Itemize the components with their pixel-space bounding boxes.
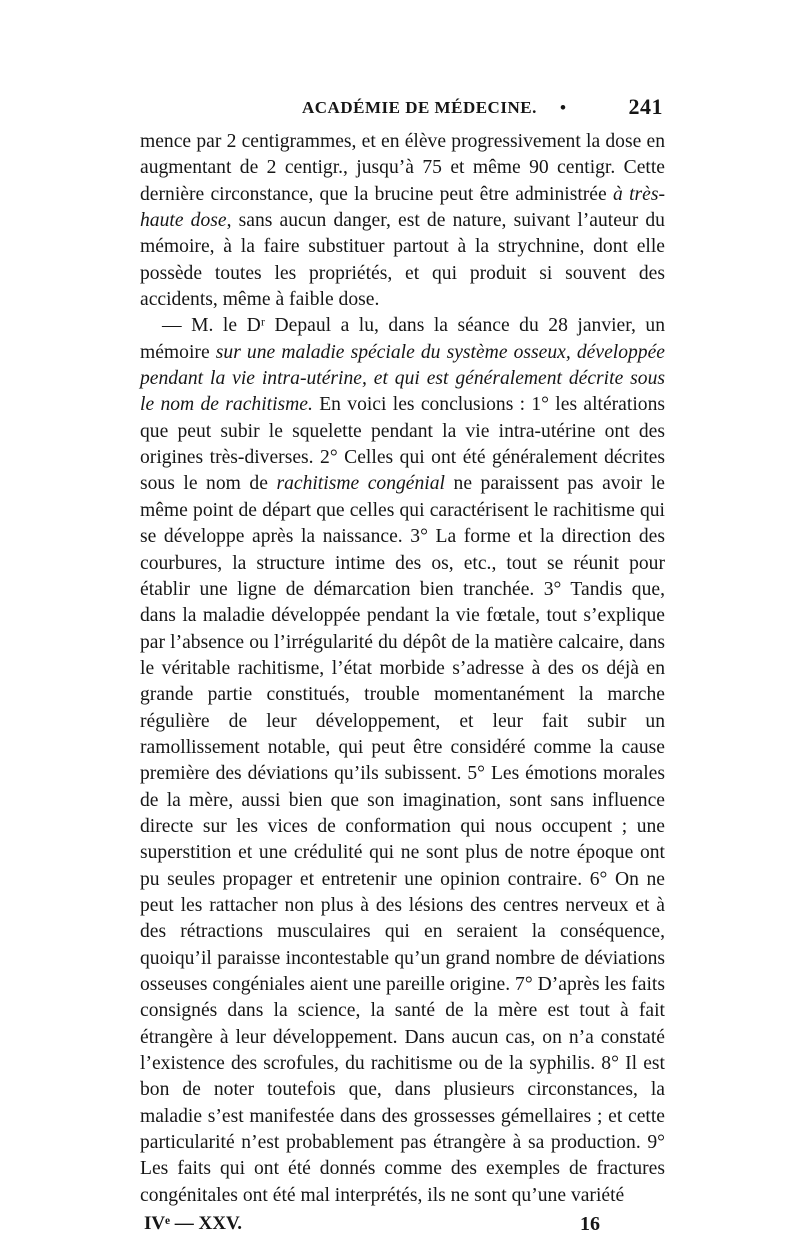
memoir-title: sur une maladie spéciale du système osseux, développée pendant la vie intra-utérine, et qui est généralement décrite sous le nom de rachitisme. bbox=[140, 341, 665, 416]
paragraph-text: , sans aucun danger, est de nature, suivant l’auteur du mémoire, à la faire substituer partout à la strychnine, dont elle possède toutes les propriétés, et qui produit si souvent des accidents, même à faible dose. bbox=[140, 210, 665, 311]
page-footer bbox=[140, 1213, 665, 1243]
paragraph-brucine bbox=[140, 129, 665, 313]
emphasis-text: à très-haute dose bbox=[140, 183, 665, 232]
header-dot: • bbox=[560, 98, 567, 117]
paragraph-text: ne paraissent pas avoir le même point de départ que celles qui caractérisent le rachitisme qui se développe après la naissance. 3° La forme et la direction des courbures, la structure intime des os, etc., tout se réunit pour établir une ligne de démarcation bien tranchée. 3° Tandis que, dans la maladie développée pendant la vie fœtale, tout s’explique par l’absence ou l’irrégularité du dépôt de la matière calcaire, dans le véritable rachitisme, l’état morbide s’adresse à des os déjà en grande partie constitués, trouble momentanément la marche régulière de leur développement, et leur fait subir un ramollissement notable, qui peut être considéré comme la cause première des déviations qu’ils subissent. 5° Les émotions morales de la mère, aussi bien que son imagination, sont sans influence directe sur les vices de conformation qui nous occupent ; une superstition et une crédulité qui ne sont plus de notre époque ont pu seules propager et entretenir une opinion contraire. 6° On ne peut les rattacher non plus à des lésions des centres nerveux et à des rétractions musculaires qui en seraient la conséquence, quoiqu’il paraisse incontestable qu’un grand nombre de déviations osseuses congéniales aient une pareille origine. 7° D’après les faits consignés dans la science, la santé de la mère est tout à fait étrangère à leur développement. Dans aucun cas, on n’a constaté l’existence des scrofules, du rachitisme ou de la syphilis. 8° Il est bon de noter toutefois que, dans plusieurs circonstances, la maladie s’est manifestée dans des grossesses gémellaires ; et cette particularité n’est probablement pas étrangère à sa production. 9° Les faits qui ont été donnés comme des exemples de fractures congénitales ont été mal interprétés, ils ne sont qu’une variété bbox=[140, 473, 666, 1206]
page-number: 241 bbox=[628, 94, 663, 119]
paragraph-text: — M. le Dʳ Depaul a lu, dans la séance du 28 janvier, un mémoire bbox=[140, 315, 665, 363]
emphasis-text: rachitisme congénial bbox=[276, 473, 445, 495]
paragraph-text: mence par 2 centigrammes, et en élève progressivement la dose en augmentant de 2 centigr., jusqu’à 75 et même 90 centigr. Cette dernière circonstance, que la brucine peut être administrée bbox=[140, 131, 665, 205]
signature-mark: IVᵉ — XXV. bbox=[144, 1213, 242, 1235]
paragraph-text: En voici les conclusions : 1° les altérations que peut subir le squelette pendant la vie intra-utérine ont des origines très-diverses. 2° Celles qui ont été généralement décrites sous le nom de bbox=[140, 394, 665, 495]
running-header bbox=[140, 94, 665, 128]
book-page bbox=[140, 94, 666, 1243]
body-text bbox=[140, 129, 665, 1209]
running-title: ACADÉMIE DE MÉDECINE. bbox=[302, 98, 537, 117]
sheet-number: 16 bbox=[580, 1213, 600, 1236]
paragraph-depaul bbox=[140, 313, 665, 1209]
